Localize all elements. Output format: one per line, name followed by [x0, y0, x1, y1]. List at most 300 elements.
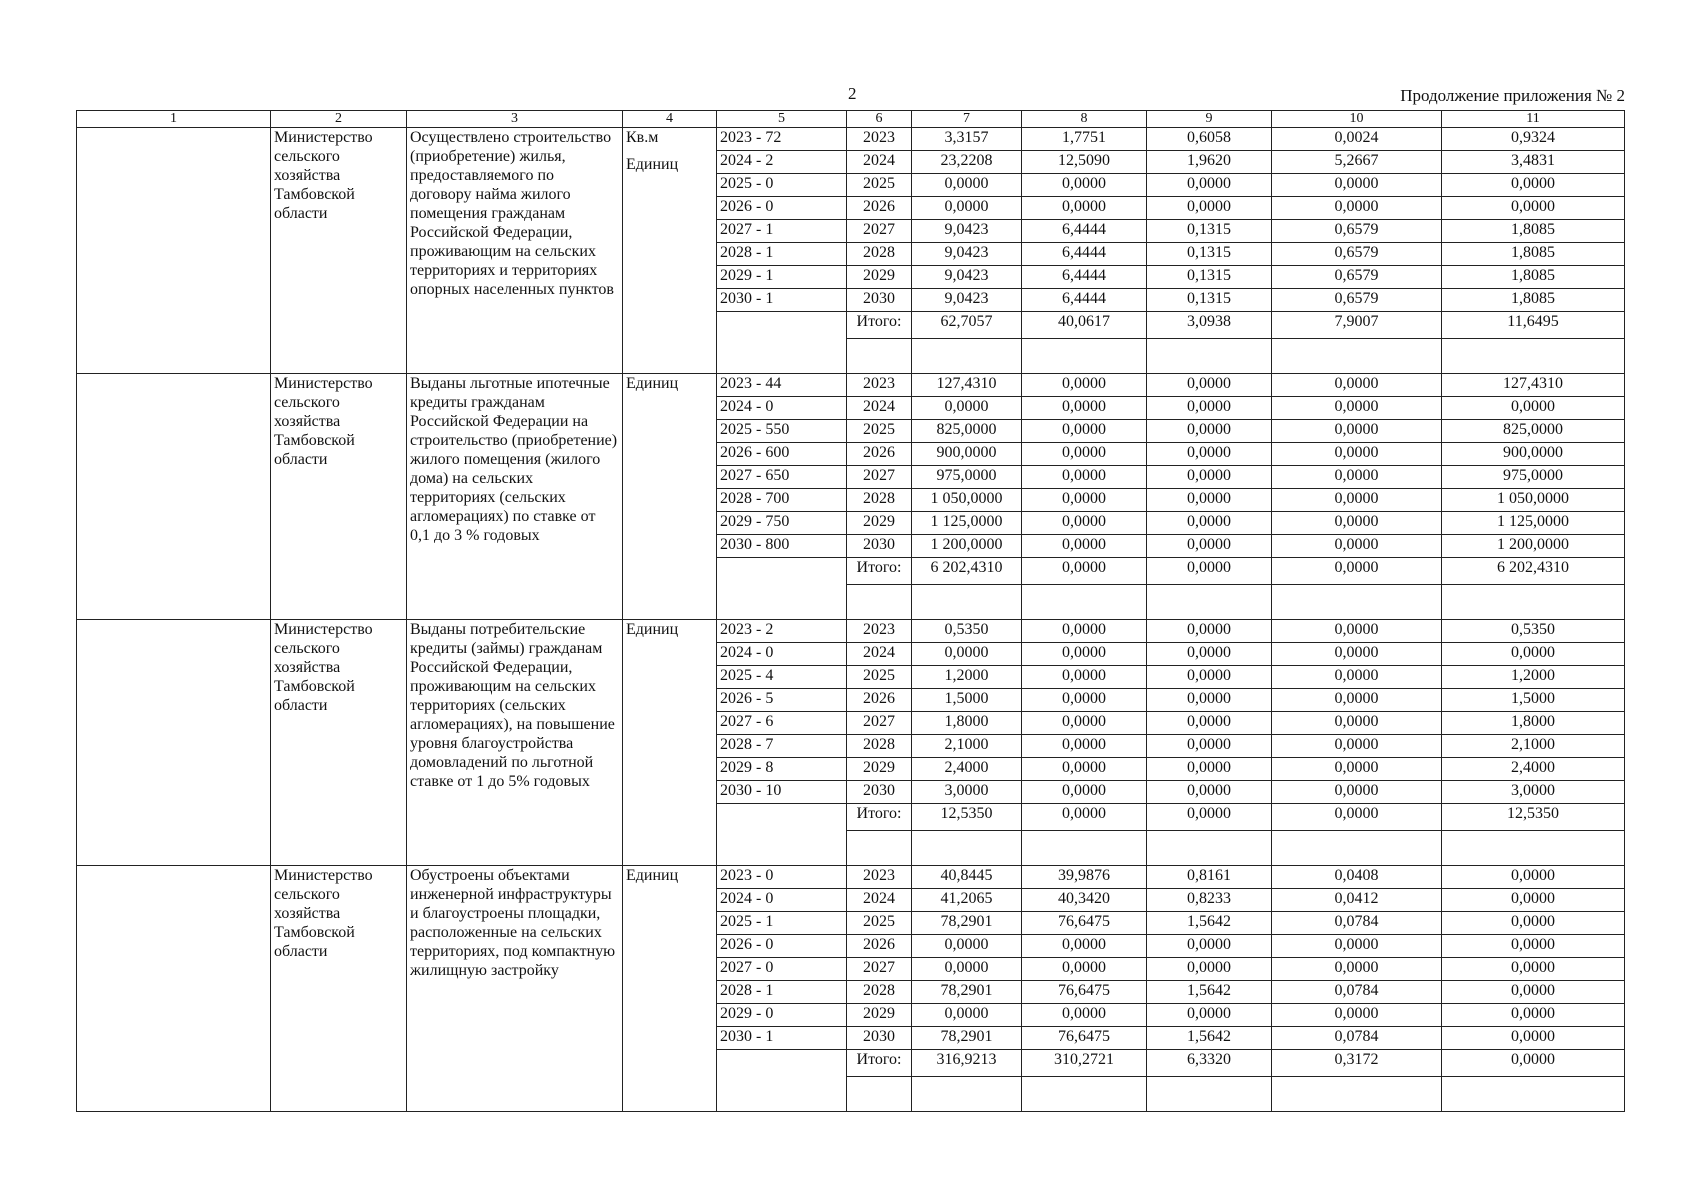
total-v11-cell: 12,5350: [1442, 804, 1625, 831]
value-col7-cell: 2,1000: [912, 735, 1022, 758]
value-col8-cell: 0,0000: [1022, 420, 1147, 443]
period-cell: 2026 - 600: [717, 443, 847, 466]
value-col7-cell: 41,2065: [912, 889, 1022, 912]
value-col10-cell: 0,0000: [1272, 374, 1442, 397]
value-col11-cell: 1,5000: [1442, 689, 1625, 712]
empty-cell: [1272, 585, 1442, 620]
column-header: 7: [912, 111, 1022, 128]
period-cell: 2023 - 2: [717, 620, 847, 643]
value-col8-cell: 0,0000: [1022, 758, 1147, 781]
period-cell: 2027 - 6: [717, 712, 847, 735]
value-col11-cell: 0,0000: [1442, 889, 1625, 912]
organization-cell: Министерство сельского хозяйства Тамбовской области: [271, 374, 407, 620]
value-col7-cell: 127,4310: [912, 374, 1022, 397]
report-table: [76, 110, 1625, 1112]
value-col7-cell: 9,0423: [912, 220, 1022, 243]
value-col7-cell: 9,0423: [912, 289, 1022, 312]
value-col7-cell: 40,8445: [912, 866, 1022, 889]
value-col10-cell: 0,0000: [1272, 397, 1442, 420]
column-header: 4: [623, 111, 717, 128]
period-cell: 2028 - 1: [717, 981, 847, 1004]
description-cell: Обустроены объектами инженерной инфраструктуры и благоустроены площадки, расположенные на сельских территориях, под компактную жилищную застройку: [407, 866, 623, 1112]
organization-cell: Министерство сельского хозяйства Тамбовской области: [271, 866, 407, 1112]
value-col10-cell: 0,0024: [1272, 128, 1442, 151]
value-col11-cell: 0,0000: [1442, 866, 1625, 889]
value-col10-cell: 0,0000: [1272, 735, 1442, 758]
column-header: 6: [847, 111, 912, 128]
value-col9-cell: 0,1315: [1147, 243, 1272, 266]
empty-cell: [1022, 585, 1147, 620]
year-cell: 2028: [847, 981, 912, 1004]
empty-cell: [717, 804, 847, 866]
value-col11-cell: 0,0000: [1442, 958, 1625, 981]
value-col7-cell: 2,4000: [912, 758, 1022, 781]
period-cell: 2023 - 44: [717, 374, 847, 397]
year-cell: 2026: [847, 197, 912, 220]
year-cell: 2028: [847, 243, 912, 266]
value-col10-cell: 0,0000: [1272, 958, 1442, 981]
unit-label: Единиц: [626, 375, 679, 392]
value-col8-cell: 0,0000: [1022, 666, 1147, 689]
year-cell: 2026: [847, 443, 912, 466]
value-col8-cell: 0,0000: [1022, 374, 1147, 397]
value-col10-cell: 0,0000: [1272, 174, 1442, 197]
value-col8-cell: 0,0000: [1022, 1004, 1147, 1027]
year-cell: 2024: [847, 151, 912, 174]
total-v9-cell: 6,3320: [1147, 1050, 1272, 1077]
value-col11-cell: 0,0000: [1442, 197, 1625, 220]
value-col10-cell: 0,0000: [1272, 643, 1442, 666]
value-col9-cell: 0,8233: [1147, 889, 1272, 912]
value-col8-cell: 40,3420: [1022, 889, 1147, 912]
table-row: [77, 374, 1625, 397]
year-cell: 2025: [847, 420, 912, 443]
value-col9-cell: 1,5642: [1147, 912, 1272, 935]
value-col11-cell: 0,5350: [1442, 620, 1625, 643]
period-cell: 2030 - 1: [717, 1027, 847, 1050]
empty-cell: [77, 374, 271, 620]
year-cell: 2026: [847, 689, 912, 712]
total-v11-cell: 11,6495: [1442, 312, 1625, 339]
column-header: 8: [1022, 111, 1147, 128]
value-col7-cell: 0,0000: [912, 643, 1022, 666]
value-col7-cell: 9,0423: [912, 243, 1022, 266]
value-col11-cell: 0,0000: [1442, 174, 1625, 197]
unit-label: Единиц: [626, 156, 679, 173]
value-col7-cell: 0,0000: [912, 958, 1022, 981]
value-col9-cell: 0,0000: [1147, 735, 1272, 758]
value-col11-cell: 1 125,0000: [1442, 512, 1625, 535]
unit-cell: [623, 128, 717, 374]
total-v7-cell: 316,9213: [912, 1050, 1022, 1077]
total-v9-cell: 3,0938: [1147, 312, 1272, 339]
empty-cell: [1442, 339, 1625, 374]
year-cell: 2023: [847, 866, 912, 889]
value-col7-cell: 23,2208: [912, 151, 1022, 174]
empty-cell: [912, 831, 1022, 866]
value-col7-cell: 0,0000: [912, 174, 1022, 197]
value-col8-cell: 0,0000: [1022, 620, 1147, 643]
value-col8-cell: 0,0000: [1022, 735, 1147, 758]
total-v7-cell: 6 202,4310: [912, 558, 1022, 585]
value-col8-cell: 76,6475: [1022, 981, 1147, 1004]
table-row: [77, 866, 1625, 889]
column-header: 9: [1147, 111, 1272, 128]
value-col9-cell: 0,0000: [1147, 643, 1272, 666]
period-cell: 2023 - 0: [717, 866, 847, 889]
value-col9-cell: 0,0000: [1147, 535, 1272, 558]
unit-label: Единиц: [626, 867, 679, 884]
total-v11-cell: 0,0000: [1442, 1050, 1625, 1077]
year-cell: 2024: [847, 889, 912, 912]
empty-cell: [912, 1077, 1022, 1112]
value-col10-cell: 0,0000: [1272, 466, 1442, 489]
value-col7-cell: 0,0000: [912, 397, 1022, 420]
year-cell: 2023: [847, 620, 912, 643]
total-v7-cell: 12,5350: [912, 804, 1022, 831]
period-cell: 2030 - 10: [717, 781, 847, 804]
empty-cell: [1022, 1077, 1147, 1112]
total-v8-cell: 310,2721: [1022, 1050, 1147, 1077]
value-col11-cell: 1 200,0000: [1442, 535, 1625, 558]
value-col8-cell: 0,0000: [1022, 958, 1147, 981]
value-col11-cell: 825,0000: [1442, 420, 1625, 443]
value-col9-cell: 0,0000: [1147, 781, 1272, 804]
value-col8-cell: 1,7751: [1022, 128, 1147, 151]
value-col8-cell: 0,0000: [1022, 535, 1147, 558]
empty-cell: [1272, 1077, 1442, 1112]
value-col11-cell: 3,0000: [1442, 781, 1625, 804]
value-col8-cell: 0,0000: [1022, 512, 1147, 535]
value-col9-cell: 0,0000: [1147, 712, 1272, 735]
value-col7-cell: 0,0000: [912, 197, 1022, 220]
table-row: [77, 128, 1625, 151]
period-cell: 2027 - 650: [717, 466, 847, 489]
period-cell: 2028 - 1: [717, 243, 847, 266]
empty-cell: [912, 585, 1022, 620]
value-col7-cell: 78,2901: [912, 981, 1022, 1004]
value-col11-cell: 0,0000: [1442, 1004, 1625, 1027]
value-col8-cell: 0,0000: [1022, 443, 1147, 466]
value-col8-cell: 0,0000: [1022, 174, 1147, 197]
value-col10-cell: 0,0000: [1272, 935, 1442, 958]
empty-cell: [1272, 831, 1442, 866]
value-col8-cell: 0,0000: [1022, 935, 1147, 958]
value-col10-cell: 0,0000: [1272, 758, 1442, 781]
value-col10-cell: 0,0000: [1272, 666, 1442, 689]
value-col7-cell: 1 050,0000: [912, 489, 1022, 512]
value-col10-cell: 0,0784: [1272, 912, 1442, 935]
value-col7-cell: 1,2000: [912, 666, 1022, 689]
value-col9-cell: 0,0000: [1147, 374, 1272, 397]
unit-label: Кв.м: [626, 129, 659, 146]
empty-cell: [912, 339, 1022, 374]
value-col7-cell: 825,0000: [912, 420, 1022, 443]
period-cell: 2029 - 0: [717, 1004, 847, 1027]
period-cell: 2030 - 800: [717, 535, 847, 558]
value-col11-cell: 1,8085: [1442, 266, 1625, 289]
value-col8-cell: 0,0000: [1022, 712, 1147, 735]
value-col10-cell: 0,0000: [1272, 512, 1442, 535]
value-col10-cell: 0,0000: [1272, 443, 1442, 466]
value-col10-cell: 5,2667: [1272, 151, 1442, 174]
year-cell: 2029: [847, 512, 912, 535]
total-v8-cell: 40,0617: [1022, 312, 1147, 339]
value-col11-cell: 3,4831: [1442, 151, 1625, 174]
value-col9-cell: 0,1315: [1147, 289, 1272, 312]
value-col10-cell: 0,0000: [1272, 620, 1442, 643]
value-col7-cell: 0,5350: [912, 620, 1022, 643]
year-cell: 2025: [847, 174, 912, 197]
value-col9-cell: 0,0000: [1147, 443, 1272, 466]
period-cell: 2028 - 7: [717, 735, 847, 758]
year-cell: 2025: [847, 912, 912, 935]
value-col8-cell: 12,5090: [1022, 151, 1147, 174]
column-number-row: [77, 111, 1625, 128]
column-header: 1: [77, 111, 271, 128]
year-cell: 2027: [847, 712, 912, 735]
value-col11-cell: 1,8085: [1442, 220, 1625, 243]
empty-cell: [77, 620, 271, 866]
table-row: [77, 620, 1625, 643]
year-cell: 2026: [847, 935, 912, 958]
empty-cell: [1147, 339, 1272, 374]
value-col8-cell: 0,0000: [1022, 643, 1147, 666]
period-cell: 2026 - 0: [717, 935, 847, 958]
period-cell: 2024 - 0: [717, 889, 847, 912]
period-cell: 2024 - 0: [717, 643, 847, 666]
empty-cell: [847, 339, 912, 374]
total-label: Итого:: [847, 804, 912, 831]
column-header: 3: [407, 111, 623, 128]
value-col8-cell: 0,0000: [1022, 466, 1147, 489]
unit-cell: [623, 374, 717, 620]
organization-cell: Министерство сельского хозяйства Тамбовской области: [271, 128, 407, 374]
column-header: 11: [1442, 111, 1625, 128]
year-cell: 2023: [847, 374, 912, 397]
value-col8-cell: 6,4444: [1022, 266, 1147, 289]
value-col10-cell: 0,0000: [1272, 535, 1442, 558]
period-cell: 2025 - 0: [717, 174, 847, 197]
empty-cell: [1147, 585, 1272, 620]
value-col11-cell: 1,8000: [1442, 712, 1625, 735]
value-col10-cell: 0,6579: [1272, 220, 1442, 243]
period-cell: 2026 - 0: [717, 197, 847, 220]
period-cell: 2029 - 750: [717, 512, 847, 535]
total-label: Итого:: [847, 1050, 912, 1077]
value-col9-cell: 0,0000: [1147, 397, 1272, 420]
value-col9-cell: 0,1315: [1147, 220, 1272, 243]
value-col9-cell: 0,0000: [1147, 620, 1272, 643]
period-cell: 2023 - 72: [717, 128, 847, 151]
value-col7-cell: 1,5000: [912, 689, 1022, 712]
value-col8-cell: 0,0000: [1022, 689, 1147, 712]
empty-cell: [717, 1050, 847, 1112]
value-col9-cell: 0,0000: [1147, 466, 1272, 489]
value-col7-cell: 78,2901: [912, 1027, 1022, 1050]
unit-cell: [623, 866, 717, 1112]
value-col9-cell: 1,5642: [1147, 981, 1272, 1004]
period-cell: 2026 - 5: [717, 689, 847, 712]
period-cell: 2029 - 8: [717, 758, 847, 781]
total-label: Итого:: [847, 558, 912, 585]
value-col11-cell: 0,9324: [1442, 128, 1625, 151]
value-col10-cell: 0,0000: [1272, 781, 1442, 804]
value-col7-cell: 3,0000: [912, 781, 1022, 804]
value-col9-cell: 0,0000: [1147, 174, 1272, 197]
value-col7-cell: 1,8000: [912, 712, 1022, 735]
value-col10-cell: 0,0784: [1272, 1027, 1442, 1050]
value-col11-cell: 0,0000: [1442, 1027, 1625, 1050]
value-col11-cell: 2,4000: [1442, 758, 1625, 781]
value-col10-cell: 0,0000: [1272, 420, 1442, 443]
empty-cell: [1022, 831, 1147, 866]
year-cell: 2030: [847, 289, 912, 312]
column-header: 10: [1272, 111, 1442, 128]
year-cell: 2024: [847, 397, 912, 420]
value-col11-cell: 1,2000: [1442, 666, 1625, 689]
value-col8-cell: 0,0000: [1022, 397, 1147, 420]
value-col9-cell: 0,0000: [1147, 758, 1272, 781]
unit-label: Единиц: [626, 621, 679, 638]
value-col9-cell: 0,0000: [1147, 512, 1272, 535]
year-cell: 2030: [847, 1027, 912, 1050]
value-col11-cell: 1,8085: [1442, 243, 1625, 266]
total-v10-cell: 7,9007: [1272, 312, 1442, 339]
total-v11-cell: 6 202,4310: [1442, 558, 1625, 585]
value-col9-cell: 0,0000: [1147, 1004, 1272, 1027]
unit-cell: [623, 620, 717, 866]
value-col11-cell: 2,1000: [1442, 735, 1625, 758]
value-col11-cell: 1 050,0000: [1442, 489, 1625, 512]
value-col11-cell: 900,0000: [1442, 443, 1625, 466]
empty-cell: [847, 831, 912, 866]
empty-cell: [1272, 339, 1442, 374]
total-v10-cell: 0,0000: [1272, 804, 1442, 831]
value-col10-cell: 0,6579: [1272, 289, 1442, 312]
value-col11-cell: 0,0000: [1442, 912, 1625, 935]
value-col9-cell: 0,8161: [1147, 866, 1272, 889]
total-v8-cell: 0,0000: [1022, 558, 1147, 585]
empty-cell: [1147, 1077, 1272, 1112]
value-col10-cell: 0,0784: [1272, 981, 1442, 1004]
value-col9-cell: 0,0000: [1147, 489, 1272, 512]
value-col9-cell: 0,0000: [1147, 689, 1272, 712]
period-cell: 2027 - 0: [717, 958, 847, 981]
empty-cell: [1147, 831, 1272, 866]
empty-cell: [77, 128, 271, 374]
year-cell: 2027: [847, 220, 912, 243]
period-cell: 2025 - 550: [717, 420, 847, 443]
year-cell: 2029: [847, 1004, 912, 1027]
empty-cell: [77, 866, 271, 1112]
column-header: 2: [271, 111, 407, 128]
table-body: [77, 128, 1625, 1112]
value-col7-cell: 3,3157: [912, 128, 1022, 151]
value-col7-cell: 1 125,0000: [912, 512, 1022, 535]
empty-cell: [847, 585, 912, 620]
value-col10-cell: 0,0000: [1272, 689, 1442, 712]
value-col10-cell: 0,6579: [1272, 243, 1442, 266]
value-col7-cell: 0,0000: [912, 1004, 1022, 1027]
value-col8-cell: 0,0000: [1022, 781, 1147, 804]
value-col7-cell: 0,0000: [912, 935, 1022, 958]
organization-cell: Министерство сельского хозяйства Тамбовской области: [271, 620, 407, 866]
period-cell: 2028 - 700: [717, 489, 847, 512]
empty-cell: [1442, 831, 1625, 866]
empty-cell: [1442, 585, 1625, 620]
value-col10-cell: 0,0000: [1272, 1004, 1442, 1027]
total-label: Итого:: [847, 312, 912, 339]
value-col9-cell: 0,0000: [1147, 935, 1272, 958]
value-col7-cell: 900,0000: [912, 443, 1022, 466]
empty-cell: [1022, 339, 1147, 374]
value-col11-cell: 975,0000: [1442, 466, 1625, 489]
value-col9-cell: 0,6058: [1147, 128, 1272, 151]
value-col8-cell: 6,4444: [1022, 289, 1147, 312]
year-cell: 2028: [847, 735, 912, 758]
year-cell: 2030: [847, 535, 912, 558]
empty-cell: [717, 558, 847, 620]
continuation-label: Продолжение приложения № 2: [1400, 86, 1625, 105]
value-col9-cell: 0,0000: [1147, 958, 1272, 981]
column-header: 5: [717, 111, 847, 128]
value-col8-cell: 0,0000: [1022, 197, 1147, 220]
value-col9-cell: 0,0000: [1147, 420, 1272, 443]
value-col7-cell: 1 200,0000: [912, 535, 1022, 558]
value-col8-cell: 0,0000: [1022, 489, 1147, 512]
description-cell: Осуществлено строительство (приобретение) жилья, предоставляемого по договору найма жилого помещения гражданам Российской Федерации, проживающим на сельских территориях и территориях опорных населенных пунктов: [407, 128, 623, 374]
value-col8-cell: 39,9876: [1022, 866, 1147, 889]
value-col10-cell: 0,0000: [1272, 197, 1442, 220]
period-cell: 2025 - 1: [717, 912, 847, 935]
empty-cell: [1442, 1077, 1625, 1112]
value-col10-cell: 0,0408: [1272, 866, 1442, 889]
value-col11-cell: 0,0000: [1442, 643, 1625, 666]
year-cell: 2024: [847, 643, 912, 666]
value-col10-cell: 0,0000: [1272, 489, 1442, 512]
period-cell: 2025 - 4: [717, 666, 847, 689]
value-col11-cell: 127,4310: [1442, 374, 1625, 397]
period-cell: 2024 - 0: [717, 397, 847, 420]
value-col8-cell: 76,6475: [1022, 1027, 1147, 1050]
empty-cell: [717, 312, 847, 374]
value-col9-cell: 1,5642: [1147, 1027, 1272, 1050]
year-cell: 2027: [847, 958, 912, 981]
value-col7-cell: 975,0000: [912, 466, 1022, 489]
year-cell: 2028: [847, 489, 912, 512]
total-v9-cell: 0,0000: [1147, 558, 1272, 585]
value-col11-cell: 0,0000: [1442, 935, 1625, 958]
total-v10-cell: 0,3172: [1272, 1050, 1442, 1077]
total-v7-cell: 62,7057: [912, 312, 1022, 339]
year-cell: 2023: [847, 128, 912, 151]
period-cell: 2027 - 1: [717, 220, 847, 243]
total-v8-cell: 0,0000: [1022, 804, 1147, 831]
value-col10-cell: 0,0000: [1272, 712, 1442, 735]
value-col11-cell: 1,8085: [1442, 289, 1625, 312]
value-col7-cell: 78,2901: [912, 912, 1022, 935]
value-col10-cell: 0,0412: [1272, 889, 1442, 912]
value-col9-cell: 1,9620: [1147, 151, 1272, 174]
value-col11-cell: 0,0000: [1442, 397, 1625, 420]
period-cell: 2024 - 2: [717, 151, 847, 174]
value-col7-cell: 9,0423: [912, 266, 1022, 289]
description-cell: Выданы льготные ипотечные кредиты гражданам Российской Федерации на строительство (приобретение) жилого помещения (жилого дома) на сельских территориях (сельских агломерациях) по ставке от 0,1 до 3 % годовых: [407, 374, 623, 620]
value-col9-cell: 0,1315: [1147, 266, 1272, 289]
page-number: 2: [848, 84, 857, 103]
period-cell: 2029 - 1: [717, 266, 847, 289]
